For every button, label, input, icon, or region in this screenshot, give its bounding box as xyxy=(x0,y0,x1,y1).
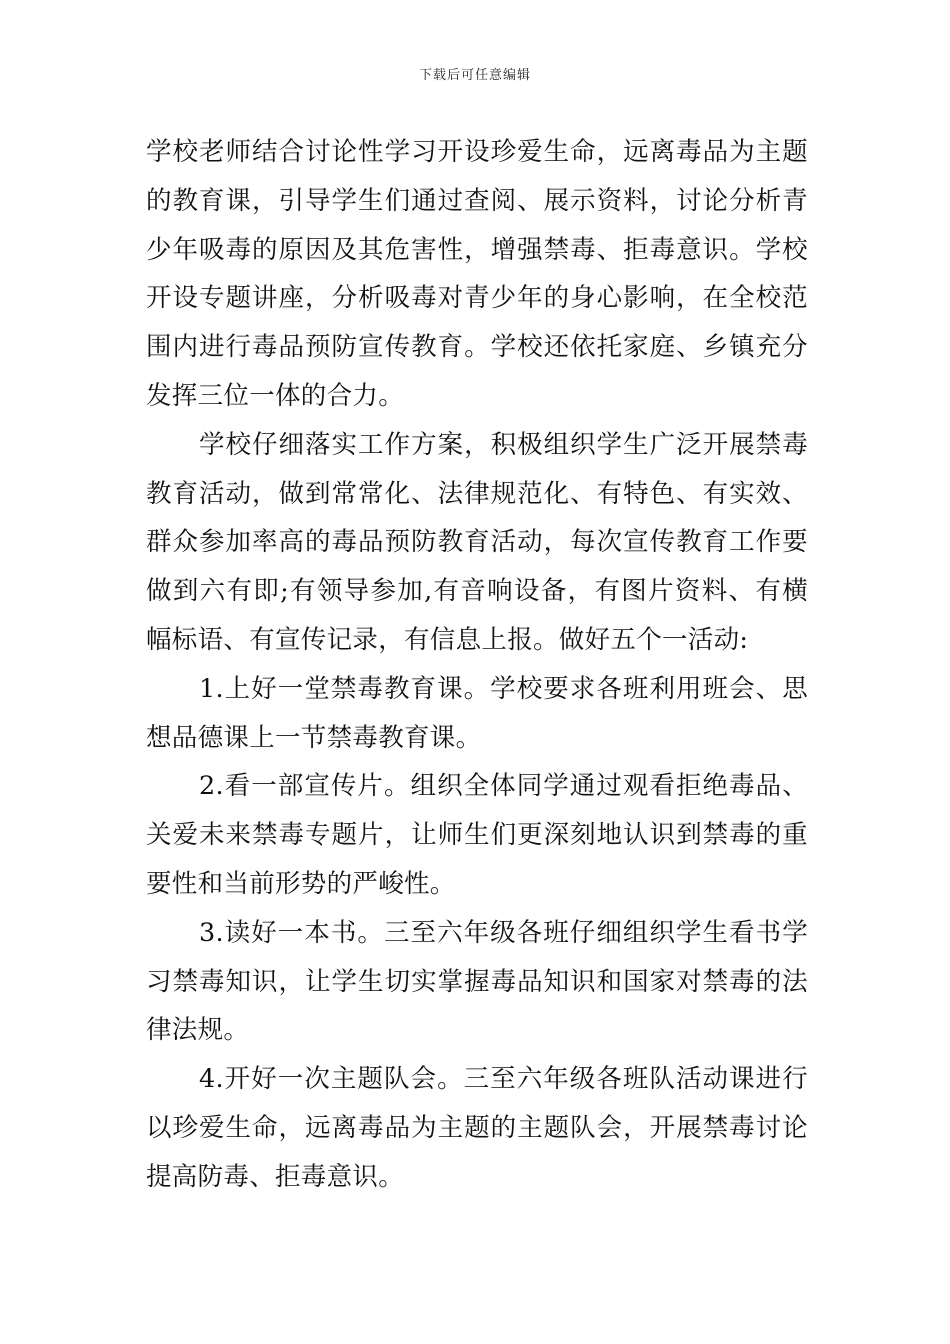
header-note: 下载后可任意编辑 xyxy=(418,68,531,83)
paragraph-3: 1.上好一堂禁毒教育课。学校要求各班利用班会、思想品德课上一节禁毒教育课。 xyxy=(146,673,808,753)
paragraph-4: 2.看一部宣传片。组织全体同学通过观看拒绝毒品、关爱未来禁毒专题片，让师生们更深刻地认识到禁毒的重要性和当前形势的严峻性。 xyxy=(146,771,808,899)
document-body xyxy=(146,128,808,1202)
paragraph-1: 学校老师结合讨论性学习开设珍爱生命，远离毒品为主题的教育课，引导学生们通过查阅、展示资料，讨论分析青少年吸毒的原因及其危害性，增强禁毒、拒毒意识。学校开设专题讲座，分析吸毒对青少年的身心影响，在全校范围内进行毒品预防宣传教育。学校还依托家庭、乡镇充分发挥三位一体的合力。 xyxy=(146,137,808,411)
paragraph-6: 4.开好一次主题队会。三至六年级各班队活动课进行以珍爱生命，远离毒品为主题的主题队会，开展禁毒讨论提高防毒、拒毒意识。 xyxy=(146,1064,808,1192)
paragraph-2: 学校仔细落实工作方案，积极组织学生广泛开展禁毒教育活动，做到常常化、法律规范化、有特色、有实效、群众参加率高的毒品预防教育活动，每次宣传教育工作要做到六有即;有领导参加,有音响设备，有图片资料、有横幅标语、有宣传记录，有信息上报。做好五个一活动: xyxy=(146,429,808,655)
paragraph-5: 3.读好一本书。三至六年级各班仔细组织学生看书学习禁毒知识，让学生切实掌握毒品知识和国家对禁毒的法律法规。 xyxy=(146,917,808,1046)
